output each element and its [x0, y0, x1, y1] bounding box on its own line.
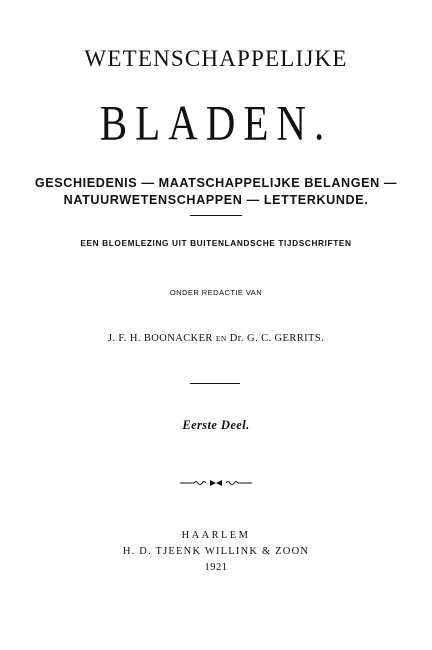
- title-line-1: WETENSCHAPPELIJKE: [84, 46, 348, 71]
- subtitle-line-2: NATUURWETENSCHAPPEN — LETTERKUNDE.: [63, 193, 369, 207]
- ornamental-rule-icon: [180, 477, 252, 489]
- title-line-2: BLADEN.: [99, 95, 333, 151]
- editor-first: J. F. H. BOONACKER: [107, 333, 213, 344]
- description: EEN BLOEMLEZING UIT BUITENLANDSCHE TIJDSCHRIFTEN: [80, 238, 352, 248]
- divider-rule-2: [190, 383, 240, 384]
- editorial-note: ONDER REDACTIE VAN: [169, 288, 263, 297]
- subtitle-line-1: GESCHIEDENIS — MAATSCHAPPELIJKE BELANGEN —: [34, 176, 398, 190]
- volume-label: Eerste Deel.: [182, 418, 250, 432]
- imprint-city: HAARLEM: [181, 530, 251, 541]
- editor-second: Dr. G. C. GERRITS.: [229, 333, 325, 344]
- imprint-publisher: H. D. TJEENK WILLINK & ZOON: [122, 546, 310, 557]
- editors: [0, 333, 432, 344]
- editor-conjunction: EN: [215, 334, 227, 343]
- imprint-year: 1921: [204, 562, 228, 573]
- divider-rule: [190, 215, 242, 216]
